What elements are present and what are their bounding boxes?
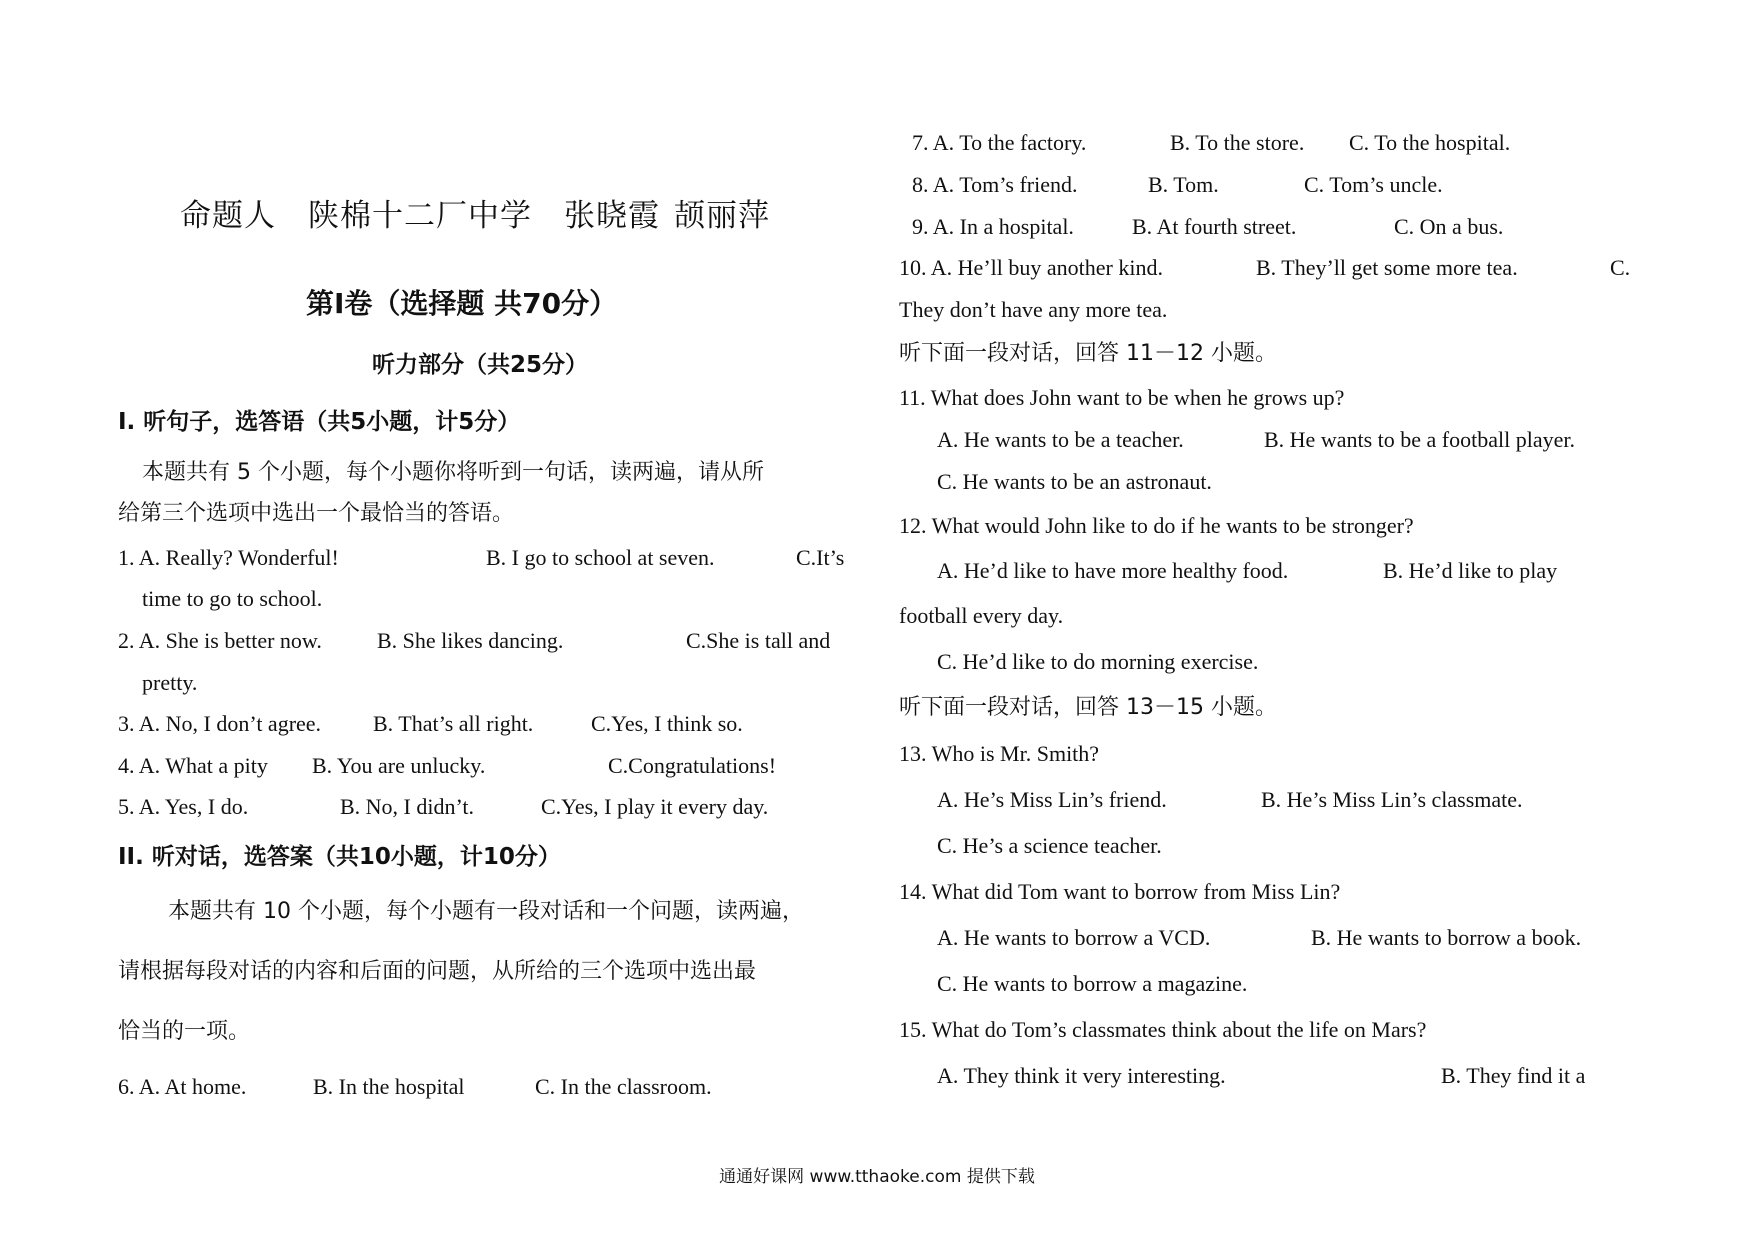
q3-option-b: B. That’s all right. xyxy=(373,711,534,736)
question-12: 12. What would John like to do if he wants to be stronger? xyxy=(899,513,1414,538)
part-title: 听力部分（共25分） xyxy=(372,352,589,378)
q14-option-b: B. He wants to borrow a book. xyxy=(1311,925,1582,950)
q1-continuation: time to go to school. xyxy=(142,586,323,611)
q11-option-c: C. He wants to be an astronaut. xyxy=(937,469,1212,494)
q7-option-c: C. To the hospital. xyxy=(1349,130,1511,155)
q12-option-b: B. He’d like to play xyxy=(1383,558,1558,583)
q2-option-a: 2. A. She is better now. xyxy=(118,628,322,653)
q12-option-c: C. He’d like to do morning exercise. xyxy=(937,649,1259,674)
author-line xyxy=(180,190,802,235)
section1-instruction-1: 本题共有 5 个小题，每个小题你将听到一句话，读两遍，请从所 xyxy=(142,460,764,485)
q14-option-c: C. He wants to borrow a magazine. xyxy=(937,971,1248,996)
q12-continuation: football every day. xyxy=(899,603,1064,628)
q10-option-a: 10. A. He’ll buy another kind. xyxy=(899,255,1163,280)
q15-option-a: A. They think it very interesting. xyxy=(937,1063,1226,1088)
q10-option-c: C. xyxy=(1610,255,1631,280)
q9-option-b: B. At fourth street. xyxy=(1132,214,1297,239)
q4-option-b: B. You are unlucky. xyxy=(312,753,486,778)
q13-option-c: C. He’s a science teacher. xyxy=(937,833,1162,858)
footer-source: 通通好课网 www.tthaoke.com 提供下载 xyxy=(719,1167,1035,1187)
q7-option-b: B. To the store. xyxy=(1170,130,1305,155)
q3-option-c: C.Yes, I think so. xyxy=(591,711,743,736)
q8-option-b: B. Tom. xyxy=(1148,172,1219,197)
q13-option-b: B. He’s Miss Lin’s classmate. xyxy=(1261,787,1523,812)
q6-option-a: 6. A. At home. xyxy=(118,1074,247,1099)
q1-option-b: B. I go to school at seven. xyxy=(486,545,715,570)
section1-title: I. 听句子，选答语（共5小题，计5分） xyxy=(118,409,521,435)
section2-instruction-3: 恰当的一项。 xyxy=(118,1019,251,1044)
question-13: 13. Who is Mr. Smith? xyxy=(899,741,1100,766)
volume-title: 第Ⅰ卷（选择题 共70分） xyxy=(306,287,618,320)
q13-option-a: A. He’s Miss Lin’s friend. xyxy=(937,787,1167,812)
q1-option-c: C.It’s xyxy=(796,545,845,570)
author-name-1: 张晓霞 xyxy=(564,198,660,234)
question-11: 11. What does John want to be when he grows up? xyxy=(899,385,1345,410)
q7-option-a: 7. A. To the factory. xyxy=(912,130,1087,155)
q1-option-a: 1. A. Really? Wonderful! xyxy=(118,545,339,570)
q5-option-c: C.Yes, I play it every day. xyxy=(541,794,769,819)
school-name: 陕棉十二厂中学 xyxy=(308,198,532,234)
q14-option-a: A. He wants to borrow a VCD. xyxy=(937,925,1211,950)
q2-option-b: B. She likes dancing. xyxy=(377,628,564,653)
q10-option-b: B. They’ll get some more tea. xyxy=(1256,255,1518,280)
q2-option-c: C.She is tall and xyxy=(686,628,831,653)
question-15: 15. What do Tom’s classmates think about the life on Mars? xyxy=(899,1017,1427,1042)
q6-option-c: C. In the classroom. xyxy=(535,1074,712,1099)
q5-option-a: 5. A. Yes, I do. xyxy=(118,794,249,819)
q11-option-a: A. He wants to be a teacher. xyxy=(937,427,1184,452)
q9-option-c: C. On a bus. xyxy=(1394,214,1504,239)
section2-title: II. 听对话，选答案（共10小题，计10分） xyxy=(118,844,561,870)
q4-option-a: 4. A. What a pity xyxy=(118,753,268,778)
section2-instruction-2: 请根据每段对话的内容和后面的问题，从所给的三个选项中选出最 xyxy=(118,959,757,984)
q5-option-b: B. No, I didn’t. xyxy=(340,794,475,819)
q4-option-c: C.Congratulations! xyxy=(608,753,777,778)
q2-continuation: pretty. xyxy=(142,670,198,695)
q12-option-a: A. He’d like to have more healthy food. xyxy=(937,558,1289,583)
instruction-13-15: 听下面一段对话，回答 13－15 小题。 xyxy=(899,695,1277,720)
author-label: 命题人 xyxy=(180,198,276,234)
q15-option-b: B. They find it a xyxy=(1441,1063,1586,1088)
q8-option-c: C. Tom’s uncle. xyxy=(1304,172,1443,197)
section2-instruction-1: 本题共有 10 个小题，每个小题有一段对话和一个问题，读两遍， xyxy=(168,899,804,924)
author-name-2: 颉丽萍 xyxy=(674,198,770,234)
q3-option-a: 3. A. No, I don’t agree. xyxy=(118,711,322,736)
instruction-11-12: 听下面一段对话，回答 11－12 小题。 xyxy=(899,341,1277,366)
q11-option-b: B. He wants to be a football player. xyxy=(1264,427,1575,452)
section1-instruction-2: 给第三个选项中选出一个最恰当的答语。 xyxy=(118,501,515,526)
q6-option-b: B. In the hospital xyxy=(313,1074,465,1099)
question-14: 14. What did Tom want to borrow from Miss Lin? xyxy=(899,879,1341,904)
q10-continuation: They don’t have any more tea. xyxy=(899,297,1168,322)
q9-option-a: 9. A. In a hospital. xyxy=(912,214,1074,239)
q8-option-a: 8. A. Tom’s friend. xyxy=(912,172,1078,197)
